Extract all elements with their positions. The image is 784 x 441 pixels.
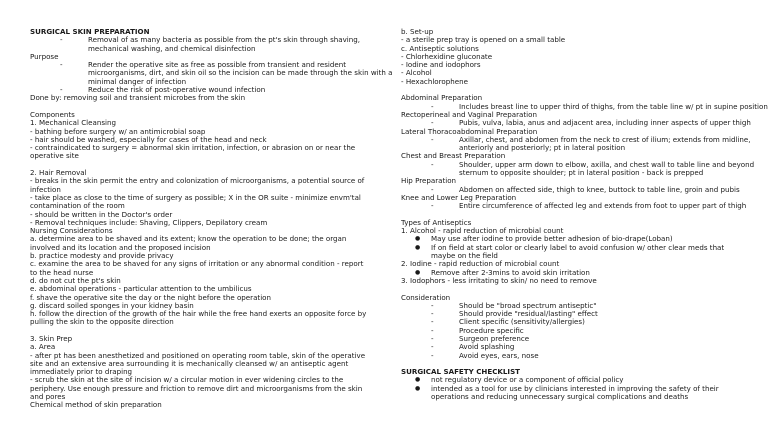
left-column	[30, 27, 393, 410]
text-line: e. abdominal operations - particular attention to the umbilicus	[30, 284, 252, 294]
text-line: h. follow the direction of the growth of the hair while the free hand exerts an opposite force by	[30, 309, 367, 319]
dash-list-item	[401, 335, 756, 343]
list-item-text: Should provide "residual/lasting" effect	[459, 309, 598, 319]
dash-marker: -	[60, 85, 63, 95]
dash-list-item	[401, 161, 756, 178]
text-line: 3. Iodophors - less irritating to skin/ no need to remove	[401, 275, 597, 285]
text-line: c. examine the area to be shaved for any signs of irritation or any abnormal condition - report	[30, 259, 364, 269]
text-line: Components	[30, 109, 75, 119]
section-heading: SURGICAL SKIN PREPARATION	[30, 27, 150, 36]
dash-list-item	[401, 352, 756, 360]
text-line: - Alcohol	[401, 68, 432, 78]
bullet-marker: ●	[415, 384, 421, 392]
list-item-text: Remove after 2-3mins to avoid skin irritation	[431, 267, 590, 277]
text-line: site and an extensive area surrounding it is mechanically cleansed w/ an antiseptic agent	[30, 358, 349, 368]
list-item-text: Abdomen on affected side, thigh to knee, buttock to table line, groin and pubis	[459, 184, 740, 194]
list-item-text: Client specific (sensitivity/allergies)	[459, 317, 585, 327]
text-line: - hair should be washed, especially for cases of the head and neck	[30, 134, 267, 144]
bullet-list-item	[401, 385, 756, 402]
list-item-text: Avoid eyes, ears, nose	[459, 350, 539, 360]
list-item-text: Avoid splashing	[459, 342, 515, 352]
list-item-text: microorganisms, dirt, and skin oil so the incision can be made through the skin with a	[88, 68, 393, 78]
text-line: b. practice modesty and provide privacy	[30, 251, 174, 261]
dash-marker: -	[431, 101, 434, 111]
text-line: c. Antiseptic solutions	[401, 43, 479, 53]
dash-marker: -	[431, 201, 434, 211]
dash-marker: -	[431, 333, 434, 343]
text-line: 3. Skin Prep	[30, 333, 73, 343]
dash-list-item	[401, 186, 756, 194]
right-column	[401, 27, 768, 402]
paragraph-gap	[30, 103, 376, 111]
text-line: - bathing before surgery w/ an antimicrobial soap	[30, 126, 206, 136]
dash-marker: -	[431, 309, 434, 319]
dash-marker: -	[431, 159, 434, 169]
bullet-marker: ●	[415, 376, 421, 384]
text-line: Nursing Considerations	[30, 226, 113, 236]
dash-marker: -	[431, 317, 434, 327]
list-item-text: Procedure specific	[459, 325, 524, 335]
bullet-marker: ●	[415, 268, 421, 276]
text-line: immediately prior to draping	[30, 367, 133, 377]
dash-list-item	[401, 101, 768, 111]
text-line: pulling the skin to the opposite direction	[30, 317, 174, 327]
text-line: - scrub the skin at the site of incision w/ a circular motion in ever widening circles to the	[30, 375, 344, 385]
text-line: - take place as close to the time of surgery as possible; X in the OR suite - minimize envm'tal	[30, 192, 361, 202]
text-line: b. Set-up	[401, 27, 434, 36]
text-line: - breaks in the skin permit the entry and colonization of microorganisms, a potential source of	[30, 176, 365, 186]
list-item-text: Entire circumference of affected leg and extends from foot to upper part of thigh	[459, 201, 747, 211]
bullet-list-item	[401, 244, 756, 261]
list-item-text: Surgeon preference	[459, 333, 530, 343]
list-item-text: intended as a tool for use by clinicians interested in improving the safety of their	[431, 383, 719, 393]
text-line: - should be written in the Doctor's order	[30, 209, 173, 219]
paragraph-gap	[401, 285, 756, 293]
text-line: 1. Alcohol - rapid reduction of microbial count	[401, 226, 564, 236]
text-line: periphery. Use enough pressure and friction to remove dirt and microorganisms from the skin	[30, 383, 363, 393]
list-item-text: Removal of as many bacteria as possible from the pt's skin through shaving,	[88, 35, 361, 45]
list-item-text: anteriorly and posteriorly; pt in lateral position	[459, 143, 626, 153]
bullet-marker: ●	[415, 235, 421, 243]
section-heading: SURGICAL SAFETY CHECKLIST	[401, 367, 521, 377]
text-line: involved and its location and the proposed incision	[30, 242, 211, 252]
list-item-text: Render the operative site as free as possible from transient and resident	[88, 60, 347, 70]
text-line: a. Area	[30, 342, 56, 352]
dash-list-item	[401, 318, 756, 326]
bullet-marker: ●	[415, 243, 421, 251]
dash-marker: -	[60, 35, 63, 45]
text-line: - Removal techniques include: Shaving, Clippers, Depilatory cream	[30, 217, 268, 227]
list-item-text: operations and reducing unnecessary surgical complications and deaths	[431, 392, 689, 402]
bullet-list-item	[401, 269, 756, 277]
text-line: to the head nurse	[30, 267, 94, 277]
dash-marker: -	[431, 118, 434, 128]
text-line: and pores	[30, 392, 66, 402]
dash-marker: -	[431, 300, 434, 310]
text-line: Abdominal Preparation	[401, 93, 483, 103]
dash-marker: -	[431, 134, 434, 144]
dash-list-item	[30, 86, 376, 94]
list-item-text: not regulatory device or a component of official policy	[431, 375, 624, 385]
list-item-text: maybe on the field	[431, 251, 498, 261]
list-item-text: Reduce the risk of post-operative wound infection	[88, 85, 266, 95]
dash-marker: -	[431, 342, 434, 352]
text-line: Lateral Thoracoabdominal Preparation	[401, 126, 538, 136]
text-line: - contraindicated to surgery = abnormal skin irritation, infection, or abrasion on or near the	[30, 143, 356, 153]
dash-list-item	[401, 202, 756, 210]
text-line: d. do not cut the pt's skin	[30, 275, 121, 285]
text-line: operative site	[30, 151, 79, 161]
paragraph-gap	[30, 327, 376, 335]
text-line: Types of Antiseptics	[401, 217, 472, 227]
dash-list-item	[401, 136, 756, 153]
text-line: Chest and Breast Preparation	[401, 151, 506, 161]
text-line: Purpose	[30, 51, 59, 61]
text-line: - a sterile prep tray is opened on a small table	[401, 35, 566, 45]
list-item-text: sternum to opposite shoulder; pt in lateral position - back is prepped	[459, 168, 704, 178]
dash-marker: -	[431, 184, 434, 194]
list-item-text: Includes breast line to upper third of thighs, from the table line w/ pt in supine position	[459, 101, 768, 111]
list-item-text: Pubis, vulva, labia, anus and adjacent area, including inner aspects of upper thigh	[459, 118, 751, 128]
text-line: infection	[30, 184, 61, 194]
text-line: a. determine area to be shaved and its extent; know the operation to be done; the organ	[30, 234, 347, 244]
list-item-text: May use after iodine to provide better adhesion of bio-drape(Loban)	[431, 234, 673, 244]
text-line: Consideration	[401, 292, 451, 302]
text-line: - Hexachlorophene	[401, 76, 468, 86]
list-item-text: Should be "broad spectrum antiseptic"	[459, 300, 597, 310]
text-line: g. discard soiled sponges in your kidney basin	[30, 300, 194, 310]
dash-marker: -	[431, 350, 434, 360]
text-line: Done by: removing soil and transient microbes from the skin	[30, 93, 246, 103]
list-item-text: Axillar, chest, and abdomen from the neck to crest of ilium; extends from midline,	[459, 134, 751, 144]
text-line: 1. Mechanical Cleansing	[30, 118, 116, 128]
text-line: Rectoperineal and Vaginal Preparation	[401, 109, 537, 119]
text-line: contamination of the room	[30, 201, 125, 211]
dash-list-item	[401, 119, 756, 127]
list-item-text: minimal danger of infection	[88, 76, 187, 86]
dash-list-item	[401, 343, 756, 351]
text-line: Knee and Lower Leg Preparation	[401, 192, 517, 202]
list-item-text: mechanical washing, and chemical disinfection	[88, 43, 256, 53]
dash-list-item	[30, 36, 376, 53]
dash-marker: -	[431, 325, 434, 335]
text-line: Chemical method of skin preparation	[30, 400, 162, 410]
text-line: 2. Hair Removal	[30, 168, 87, 178]
text-line: - Iodine and iodophors	[401, 60, 481, 70]
text-line: 2. Iodine - rapid reduction of microbial count	[401, 259, 560, 269]
dash-marker: -	[60, 60, 63, 70]
list-item-text: Shoulder, upper arm down to elbow, axilla, and chest wall to table line and beyond	[459, 159, 755, 169]
dash-list-item	[30, 60, 393, 86]
list-item-text: If on field at start color or clearly label to avoid confusion w/ other clear meds that	[431, 242, 725, 252]
text-line: - Chlorhexidine gluconate	[401, 51, 493, 61]
text-line: - after pt has been anesthetized and positioned on operating room table, skin of the operative	[30, 350, 366, 360]
text-line: f. shave the operative site the day or the night before the operation	[30, 292, 271, 302]
dash-list-item	[401, 327, 756, 335]
text-line: Hip Preparation	[401, 176, 457, 186]
